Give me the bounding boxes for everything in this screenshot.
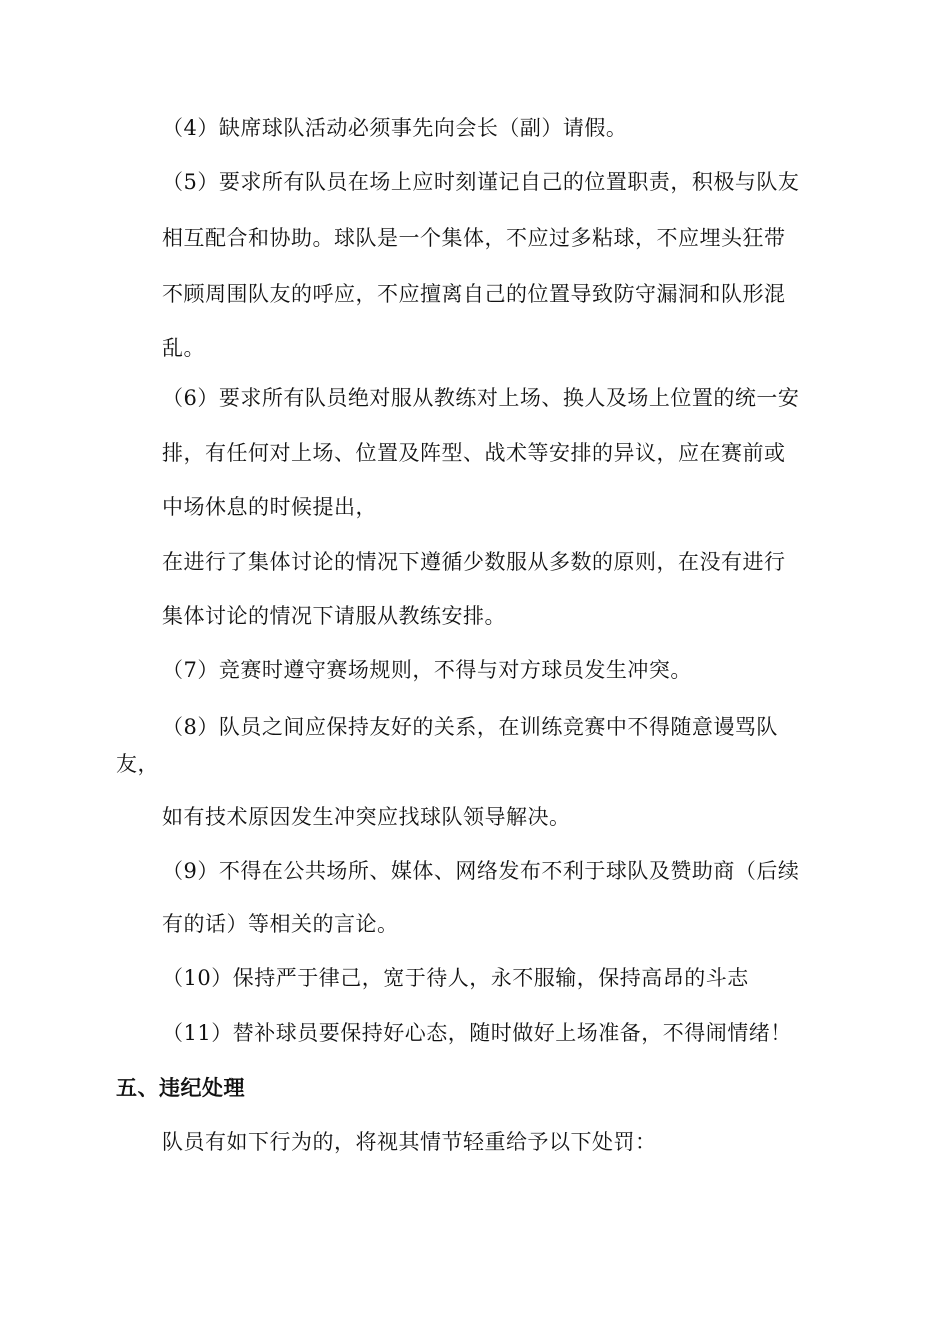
paragraph-line: 如有技术原因发生冲突应找球队领导解决。 <box>162 805 571 829</box>
paragraph-line: （11）替补球员要保持好心态，随时做好上场准备，不得闹情绪！ <box>162 1021 792 1045</box>
paragraph-line: （4）缺席球队活动必须事先向会长（副）请假。 <box>162 116 628 140</box>
paragraph-line: 集体讨论的情况下请服从教练安排。 <box>162 604 506 628</box>
paragraph-line: （6）要求所有队员绝对服从教练对上场、换人及场上位置的统一安 <box>162 386 800 410</box>
paragraph-line: 在进行了集体讨论的情况下遵循少数服从多数的原则，在没有进行 <box>162 550 786 574</box>
paragraph-line: （5）要求所有队员在场上应时刻谨记自己的位置职责，积极与队友 <box>162 170 800 194</box>
paragraph-line: 不顾周围队友的呼应，不应擅离自己的位置导致防守漏洞和队形混 <box>162 282 786 306</box>
paragraph-line: （8）队员之间应保持友好的关系，在训练竞赛中不得随意谩骂队 <box>162 715 778 739</box>
paragraph-line: （10）保持严于律己，宽于待人，永不服输，保持高昂的斗志 <box>162 966 749 990</box>
paragraph-line: （7）竞赛时遵守赛场规则，不得与对方球员发生冲突。 <box>162 658 692 682</box>
paragraph-line: 乱。 <box>162 336 205 360</box>
section-heading: 五、违纪处理 <box>116 1076 245 1100</box>
paragraph-line: 中场休息的时候提出， <box>162 495 377 519</box>
paragraph-line: 相互配合和协助。球队是一个集体，不应过多粘球，不应埋头狂带 <box>162 226 786 250</box>
paragraph-line: （9）不得在公共场所、媒体、网络发布不利于球队及赞助商（后续 <box>162 859 800 883</box>
paragraph-line: 友， <box>116 752 159 776</box>
paragraph-line: 有的话）等相关的言论。 <box>162 912 399 936</box>
paragraph-line: 排，有任何对上场、位置及阵型、战术等安排的异议，应在赛前或 <box>162 441 786 465</box>
paragraph-line: 队员有如下行为的，将视其情节轻重给予以下处罚： <box>162 1130 657 1154</box>
